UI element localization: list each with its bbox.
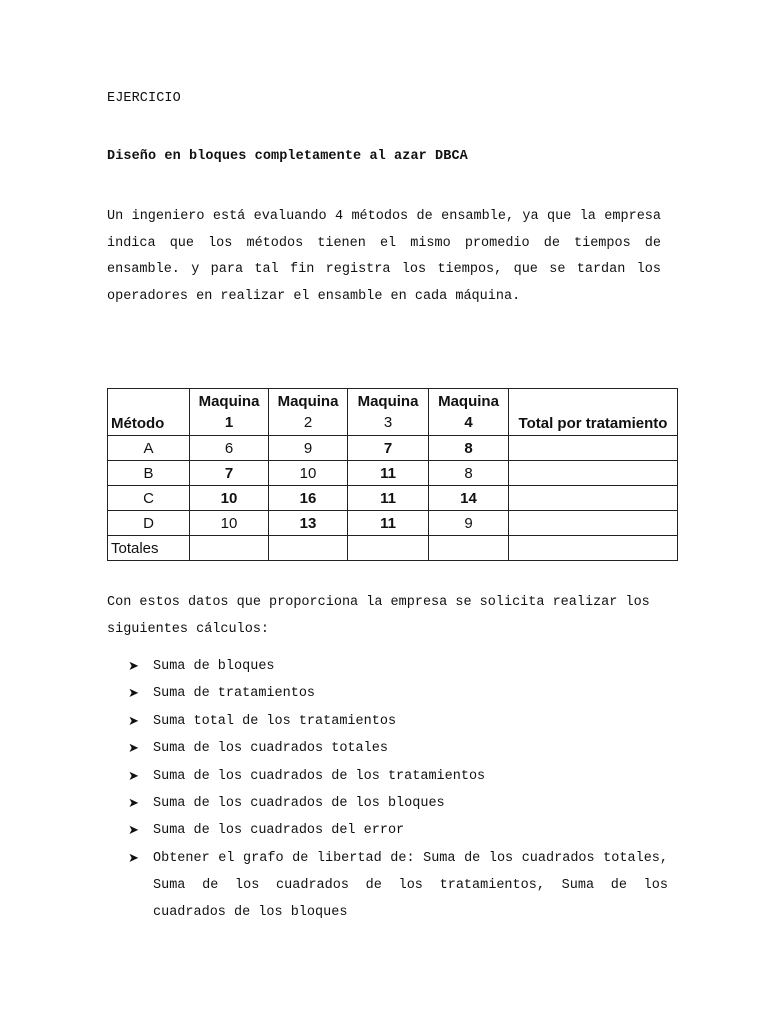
header-total-per-treatment: Total por tratamiento [509, 389, 678, 436]
table-cell-total [190, 536, 269, 561]
list-item-text: Suma de los cuadrados de los bloques [153, 796, 445, 812]
header-machine-label: Maquina [277, 393, 339, 410]
list-item [128, 817, 668, 844]
table-cell: 8 [429, 461, 509, 486]
table-row [108, 486, 678, 511]
table-cell: 10 [190, 511, 269, 536]
table-header-row [108, 389, 678, 436]
table-cell: 13 [269, 511, 348, 536]
list-item-text: Suma de los cuadrados totales [153, 741, 388, 757]
table-cell: 9 [429, 511, 509, 536]
list-item-text: Suma de los cuadrados del error [153, 823, 405, 839]
arrow-bullet-icon: ➤ [128, 850, 139, 866]
request-paragraph: Con estos datos que proporciona la empresa se solicita realizar los siguientes cálculos: [107, 595, 650, 637]
header-machine-4 [429, 389, 509, 436]
table-row [108, 511, 678, 536]
header-machine-label: Maquina [357, 393, 419, 410]
table-cell-total [509, 511, 678, 536]
table-row [108, 461, 678, 486]
table-cell: 8 [429, 436, 509, 461]
list-item-text: Suma de bloques [153, 659, 275, 674]
list-item [128, 680, 668, 707]
header-machine-3 [348, 389, 429, 436]
table-cell: 9 [269, 436, 348, 461]
list-item [128, 845, 668, 926]
table-cell: 16 [269, 486, 348, 511]
table-cell: 10 [269, 461, 348, 486]
list-item [128, 708, 668, 735]
list-item [128, 735, 668, 762]
header-method: Método [108, 389, 190, 436]
header-machine-label: Maquina [198, 393, 260, 410]
header-machine-label: Maquina [438, 393, 499, 410]
table-cell-total [509, 461, 678, 486]
header-machine-number: 4 [464, 414, 473, 431]
table-cell: 10 [190, 486, 269, 511]
table-cell: 11 [348, 486, 429, 511]
list-item-text: Suma de los cuadrados de los tratamientos [153, 768, 486, 784]
list-item-text: Obtener el grafo de libertad de: Suma de los cuadrados totales, Suma de los cuadrados de los tratamientos, Suma de los cuadrados de los bloques [153, 850, 668, 920]
arrow-bullet-icon: ➤ [128, 713, 139, 729]
table-cell-total [509, 486, 678, 511]
arrow-bullet-icon: ➤ [128, 796, 139, 812]
header-machine-number: 1 [224, 414, 234, 431]
table-cell: 7 [348, 436, 429, 461]
table-row [108, 436, 678, 461]
list-item [128, 653, 668, 680]
list-item [128, 790, 668, 817]
calculations-list [128, 653, 668, 926]
exercise-subtitle: Diseño en bloques completamente al azar DBCA [107, 149, 468, 164]
row-method: C [108, 486, 190, 511]
arrow-bullet-icon: ➤ [128, 823, 139, 839]
arrow-bullet-icon: ➤ [128, 659, 139, 674]
arrow-bullet-icon: ➤ [128, 768, 139, 784]
list-item-text: Suma de tratamientos [153, 686, 316, 702]
exercise-heading: EJERCICIO [107, 91, 181, 106]
data-table [107, 388, 678, 561]
table-cell-total [509, 436, 678, 461]
row-method: B [108, 461, 190, 486]
totals-label: Totales [108, 536, 190, 561]
table-cell-total [429, 536, 509, 561]
totals-row [108, 536, 678, 561]
table-cell: 7 [190, 461, 269, 486]
row-method: A [108, 436, 190, 461]
list-item [128, 763, 668, 790]
header-machine-number: 3 [383, 414, 393, 431]
header-machine-2 [269, 389, 348, 436]
table-cell-total [269, 536, 348, 561]
row-method: D [108, 511, 190, 536]
table-cell: 6 [190, 436, 269, 461]
list-item-text: Suma total de los tratamientos [153, 713, 397, 729]
table-cell: 11 [348, 461, 429, 486]
intro-paragraph: Un ingeniero está evaluando 4 métodos de ensamble, ya que la empresa indica que los métodos tienen el mismo promedio de tiempos de ensamble. y para tal fin registra los tiempos, que se tardan los operadores en realizar el ensamble en cada máquina. [107, 209, 661, 304]
table-cell-total [509, 536, 678, 561]
table-cell-total [348, 536, 429, 561]
header-machine-number: 2 [303, 414, 313, 431]
table-cell: 14 [429, 486, 509, 511]
arrow-bullet-icon: ➤ [128, 686, 139, 702]
arrow-bullet-icon: ➤ [128, 741, 139, 757]
header-machine-1 [190, 389, 269, 436]
table-cell: 11 [348, 511, 429, 536]
